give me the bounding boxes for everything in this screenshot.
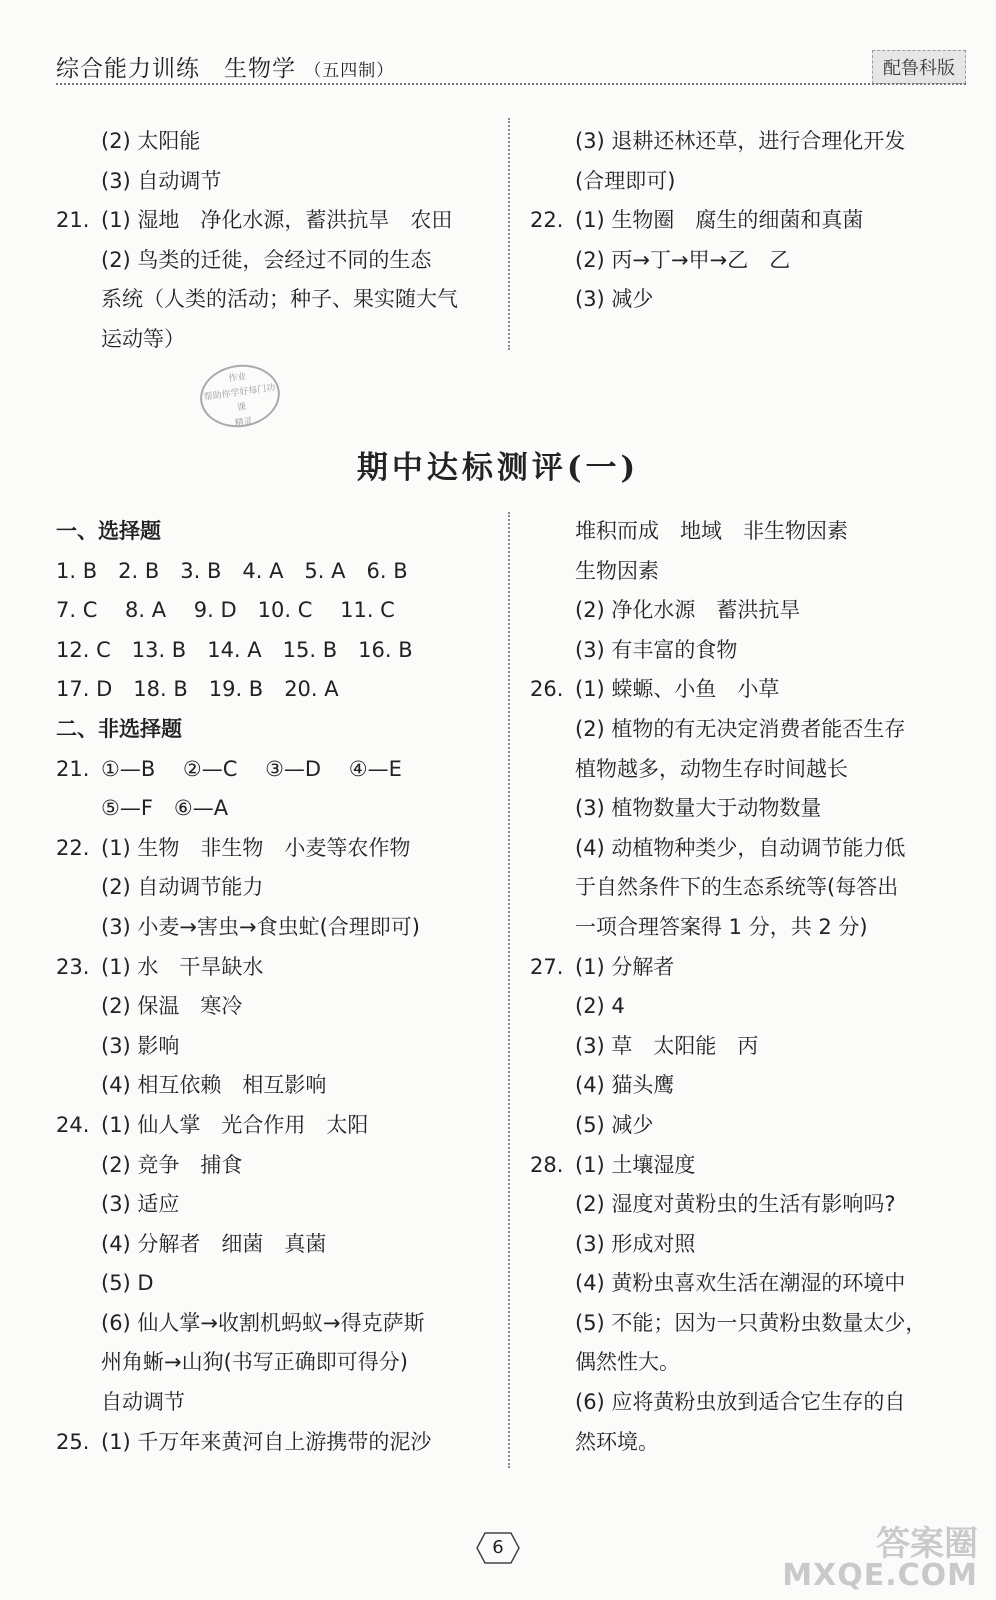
answer-line [56, 241, 458, 281]
answer-line [530, 1185, 926, 1225]
answer-text: (3) 有丰富的食物 [575, 637, 738, 662]
question-number: 24. [56, 1112, 90, 1137]
answer-text: (4) 动植物种类少，自动调节能力低 [575, 835, 906, 860]
stamp-line-3: 精灵 [234, 416, 254, 429]
question-number: 26. [530, 677, 564, 702]
header-divider [56, 83, 966, 85]
answer-text: (4) 猫头鹰 [575, 1073, 675, 1098]
answer-text: (3) 植物数量大于动物数量 [575, 796, 822, 821]
answer-line [56, 1106, 431, 1146]
answer-text: (3) 自动调节 [101, 168, 222, 193]
homework-stamp [196, 360, 284, 433]
answer-line [530, 1146, 926, 1186]
answer-text: 堆积而成 地域 非生物因素 [575, 519, 848, 543]
answer-text: 生物因素 [575, 558, 659, 583]
answer-text: (6) 应将黄粉虫放到适合它生存的自 [575, 1390, 906, 1415]
section-heading: 一、选择题 [56, 519, 161, 543]
question-number: 23. [56, 954, 90, 979]
page-header [56, 44, 966, 84]
answer-text: 1. B 2. B 3. B 4. A 5. A 6. B [56, 558, 408, 583]
book-title-text: 综合能力训练 生物学 [56, 56, 296, 82]
answer-text: (1) 生物 非生物 小麦等农作物 [101, 835, 411, 860]
answer-text: (2) 鸟类的迁徙，会经过不同的生态 [101, 247, 432, 272]
answer-text: (3) 适应 [101, 1192, 180, 1217]
answer-text: 12. C 13. B 14. A 15. B 16. B [56, 637, 413, 662]
answer-text: (3) 草 太阳能 丙 [575, 1033, 759, 1058]
answer-text: 于自然条件下的生态系统等(每答出 [575, 875, 899, 900]
answer-line [530, 987, 926, 1027]
answer-line [530, 201, 905, 241]
answer-line [56, 750, 431, 790]
answer-text: (1) 水 干旱缺水 [101, 954, 264, 979]
answer-text: (6) 仙人掌→收割机蚂蚁→得克萨斯 [101, 1310, 425, 1335]
answer-text: (5) D [101, 1271, 154, 1296]
answer-line [56, 162, 458, 202]
answer-line [56, 1423, 431, 1463]
stamp-line-2: 帮助你学好每门功课 [203, 383, 276, 414]
answer-line [530, 710, 926, 750]
answer-line [56, 1027, 431, 1067]
answer-line [56, 987, 431, 1027]
answer-line [530, 789, 926, 829]
answer-text: (3) 影响 [101, 1033, 180, 1058]
answer-line [530, 1106, 926, 1146]
section-title: 期中达标测评(一) [356, 450, 640, 486]
answer-text: 7. C 8. A 9. D 10. C 11. C [56, 598, 395, 623]
answer-line [56, 710, 431, 750]
answer-line [530, 829, 926, 869]
question-number: 27. [530, 954, 564, 979]
book-subtitle: （五四制） [304, 61, 395, 81]
answer-line [56, 908, 431, 948]
answer-line [56, 631, 431, 671]
answer-line [56, 670, 431, 710]
answer-line [56, 1066, 431, 1106]
answer-text: (合理即可) [575, 168, 676, 193]
answer-text: 植物越多，动物生存时间越长 [575, 756, 848, 781]
answer-text: (2) 保温 寒冷 [101, 994, 243, 1019]
answer-line [56, 280, 458, 320]
stamp-line-1: 作业 [227, 371, 248, 385]
answer-line [530, 512, 926, 552]
answer-line [530, 591, 926, 631]
book-title [56, 50, 394, 83]
answer-text: (2) 丙→丁→甲→乙 乙 [575, 247, 791, 272]
answer-text: (5) 减少 [575, 1112, 654, 1137]
question-number: 21. [56, 756, 90, 781]
answer-text: (1) 生物圈 腐生的细菌和真菌 [575, 208, 864, 233]
answer-text: (2) 自动调节能力 [101, 875, 264, 900]
answer-line [56, 829, 431, 869]
answer-text: 自动调节 [101, 1390, 185, 1415]
answer-line [56, 1146, 431, 1186]
answer-text: (3) 减少 [575, 287, 654, 312]
answer-text: (3) 小麦→害虫→食虫虻(合理即可) [101, 914, 420, 939]
answer-line [530, 750, 926, 790]
top-right-column [530, 122, 905, 320]
answer-line [530, 908, 926, 948]
answer-line [56, 320, 458, 360]
edition-badge: 配鲁科版 [872, 50, 966, 84]
answer-text: 17. D 18. B 19. B 20. A [56, 677, 339, 702]
answer-text: (1) 土壤湿度 [575, 1152, 696, 1177]
answer-text: 州角蜥→山狗(书写正确即可得分) [101, 1350, 408, 1375]
question-number: 28. [530, 1152, 564, 1177]
answer-text: (2) 湿度对黄粉虫的生活有影响吗? [575, 1192, 896, 1217]
answer-text: (4) 相互依赖 相互影响 [101, 1073, 327, 1098]
top-left-column [56, 122, 458, 360]
answer-line [530, 241, 905, 281]
column-divider-top [508, 118, 510, 350]
answer-text: (2) 净化水源 蓄洪抗旱 [575, 598, 801, 623]
answer-line [530, 1304, 926, 1344]
answer-line [530, 1264, 926, 1304]
answer-line [56, 201, 458, 241]
answer-text: (2) 太阳能 [101, 129, 201, 153]
page-number-text: 6 [492, 1537, 504, 1558]
answer-line [56, 1264, 431, 1304]
answer-text: ⑤—F ⑥—A [101, 796, 229, 821]
answer-line [530, 122, 905, 162]
question-number: 22. [56, 835, 90, 860]
answer-text: (1) 仙人掌 光合作用 太阳 [101, 1112, 369, 1137]
answer-line [530, 280, 905, 320]
answer-line [56, 1225, 431, 1265]
answer-text: (1) 分解者 [575, 954, 675, 979]
question-number: 22. [530, 208, 564, 233]
answer-text: (2) 竞争 捕食 [101, 1152, 243, 1177]
answer-line [530, 162, 905, 202]
answer-line [56, 789, 431, 829]
answer-text: ①—B ②—C ③—D ④—E [101, 756, 402, 781]
answer-line [56, 948, 431, 988]
watermark-top: 答案圈 [876, 1524, 978, 1564]
answer-text: (1) 蝾螈、小鱼 小草 [575, 677, 780, 702]
answer-line [56, 1383, 431, 1423]
answer-text: (3) 退耕还林还草，进行合理化开发 [575, 129, 906, 153]
watermark-domain: MXQE.COM [782, 1558, 978, 1593]
answer-line [530, 1343, 926, 1383]
answer-text: 系统（人类的活动；种子、果实随大气 [101, 287, 458, 312]
answer-line [56, 868, 431, 908]
answer-line [530, 670, 926, 710]
answer-text: 偶然性大。 [575, 1350, 680, 1375]
answer-line [56, 1343, 431, 1383]
answer-text: 然环境。 [575, 1429, 659, 1454]
watermark [782, 1524, 978, 1593]
answer-line [530, 1027, 926, 1067]
answer-text: 运动等） [101, 326, 185, 351]
answer-text: (2) 植物的有无决定消费者能否生存 [575, 716, 906, 741]
answer-text: (1) 千万年来黄河自上游携带的泥沙 [101, 1429, 432, 1454]
section-heading: 二、非选择题 [56, 716, 182, 741]
answer-text: (4) 黄粉虫喜欢生活在潮湿的环境中 [575, 1271, 906, 1296]
column-divider-bottom [508, 512, 510, 1468]
answer-text: (2) 4 [575, 994, 625, 1019]
answer-text: (3) 形成对照 [575, 1231, 696, 1256]
answer-line [530, 948, 926, 988]
answer-text: (1) 湿地 净化水源，蓄洪抗旱 农田 [101, 208, 453, 233]
question-number: 21. [56, 208, 90, 233]
answer-text: 一项合理答案得 1 分，共 2 分) [575, 914, 868, 939]
answer-line [56, 552, 431, 592]
answer-line [530, 552, 926, 592]
answer-line [530, 631, 926, 671]
question-number: 25. [56, 1429, 90, 1454]
answer-line [56, 1304, 431, 1344]
answer-line [56, 122, 458, 162]
answer-line [530, 1383, 926, 1423]
answer-line [530, 1225, 926, 1265]
bottom-right-column [530, 512, 926, 1462]
bottom-left-column [56, 512, 431, 1462]
answer-line [530, 1066, 926, 1106]
answer-text: (5) 不能；因为一只黄粉虫数量太少， [575, 1310, 927, 1335]
answer-line [530, 1423, 926, 1463]
answer-line [56, 512, 431, 552]
answer-line [56, 591, 431, 631]
answer-line [56, 1185, 431, 1225]
page-number [473, 1530, 523, 1566]
answer-line [530, 868, 926, 908]
answer-text: (4) 分解者 细菌 真菌 [101, 1231, 327, 1256]
